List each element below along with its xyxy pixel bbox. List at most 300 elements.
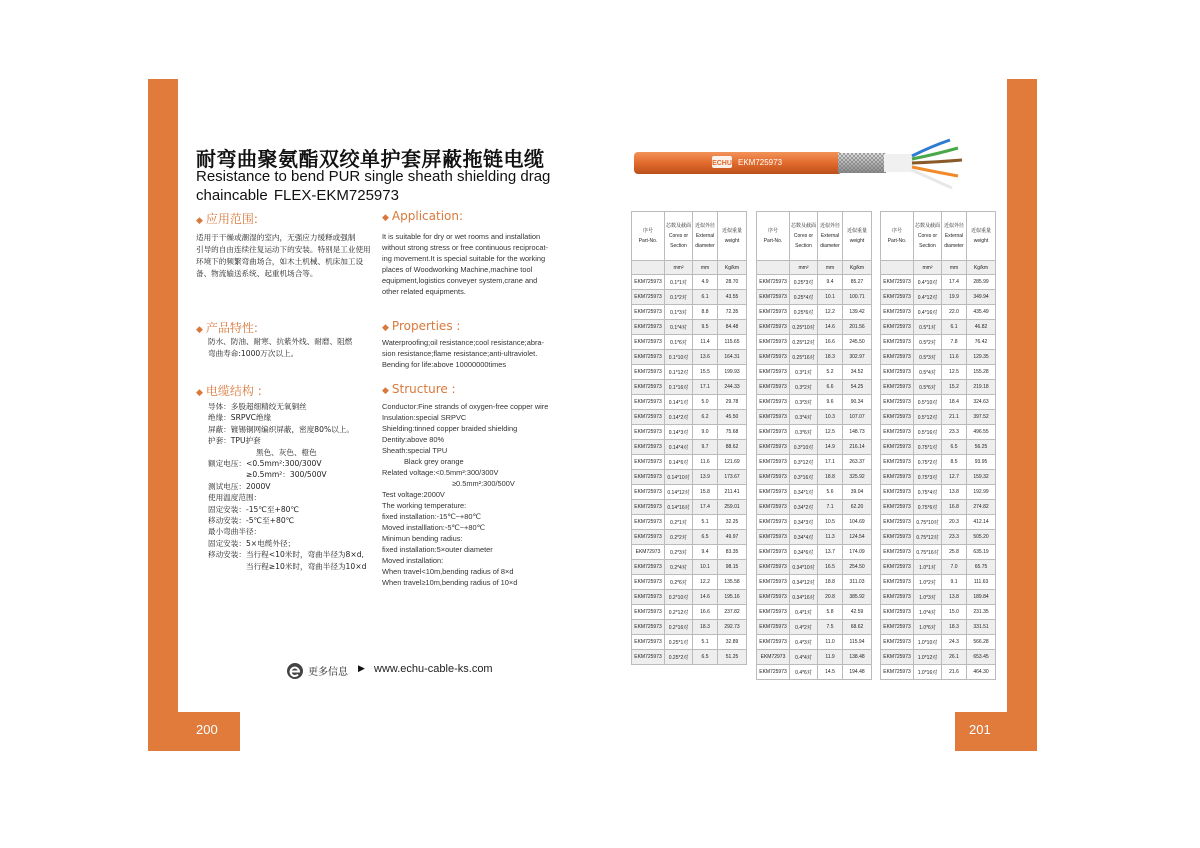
unit-cell: mm² — [914, 261, 942, 275]
table-cell: EKM725973 — [632, 590, 665, 605]
unit-cell: mm² — [790, 261, 818, 275]
table-cell: 18.4 — [942, 395, 967, 410]
table-cell: EKM725973 — [632, 605, 665, 620]
table-cell: 0.1*16对 — [665, 380, 693, 395]
table-cell: 274.82 — [967, 500, 996, 515]
table-cell: 85.27 — [843, 275, 872, 290]
table-cell: EKM725973 — [757, 530, 790, 545]
table-cell: EKM725973 — [632, 290, 665, 305]
table-cell: 5.1 — [693, 635, 718, 650]
table-row — [881, 635, 996, 650]
table-row — [632, 365, 747, 380]
table-cell: 6.5 — [942, 440, 967, 455]
table-cell: 6.1 — [942, 320, 967, 335]
table-cell: 0.25*2对 — [665, 650, 693, 665]
header-text: 近似重量 — [722, 228, 743, 234]
text-line: Minimun bending radius: — [382, 534, 463, 543]
text-line: Shielding:tinned copper braided shielding — [382, 424, 518, 433]
table-cell: 90.34 — [843, 395, 872, 410]
text-line: 导体：多股超细精绞无氧铜丝 — [208, 402, 307, 411]
table-cell: 324.63 — [967, 395, 996, 410]
table-cell: 0.14*10对 — [665, 470, 693, 485]
table-cell: EKM725973 — [757, 455, 790, 470]
table-cell: 566.28 — [967, 635, 996, 650]
diamond-bullet-icon: ◆ — [196, 216, 203, 226]
table-cell: EKM725973 — [881, 320, 914, 335]
table-cell: 14.6 — [818, 320, 843, 335]
table-cell: EKM725973 — [881, 380, 914, 395]
table-cell: 18.3 — [818, 350, 843, 365]
table-cell: EKM725973 — [757, 425, 790, 440]
table-cell: 0.3*10对 — [790, 440, 818, 455]
table-cell: EKM725973 — [757, 560, 790, 575]
table-row — [632, 515, 747, 530]
table-row — [881, 335, 996, 350]
unit-cell: Kg/km — [718, 261, 747, 275]
table-cell: 8.8 — [693, 305, 718, 320]
table-cell: EKM725973 — [632, 380, 665, 395]
table-cell: 0.75*1对 — [914, 440, 942, 455]
table-cell: 0.5*2对 — [914, 335, 942, 350]
table-row — [632, 620, 747, 635]
table-cell: EKM725973 — [632, 560, 665, 575]
table-cell: 51.25 — [718, 650, 747, 665]
table-cell: 138.48 — [843, 650, 872, 665]
table-cell: 0.14*3对 — [665, 425, 693, 440]
table-cell: 0.4*1对 — [790, 605, 818, 620]
table-cell: EKM725973 — [881, 560, 914, 575]
table-row — [757, 650, 872, 665]
table-cell: EKM725973 — [757, 605, 790, 620]
table-row — [632, 545, 747, 560]
website-link[interactable]: www.echu-cable-ks.com — [374, 663, 493, 675]
header-cell — [790, 212, 818, 261]
table-cell: EKM72973 — [757, 650, 790, 665]
unit-cell: Kg/km — [843, 261, 872, 275]
text-line: 绝缘：SRPVC绝缘 — [208, 413, 272, 423]
table-row — [757, 290, 872, 305]
table-row — [757, 395, 872, 410]
table-cell: 10.5 — [818, 515, 843, 530]
table-cell: 0.2*2对 — [665, 530, 693, 545]
table-cell: EKM725973 — [632, 350, 665, 365]
table-row — [757, 485, 872, 500]
table-row — [757, 305, 872, 320]
header-text: weight — [849, 238, 865, 244]
table-row — [632, 395, 747, 410]
table-cell: EKM725973 — [757, 335, 790, 350]
table-cell: EKM725973 — [757, 665, 790, 680]
table-cell: 6.2 — [693, 410, 718, 425]
text-line: 弯曲寿命:1000万次以上。 — [208, 349, 299, 358]
header-text: Cores or — [793, 233, 814, 239]
header-text: 序号 — [891, 228, 902, 234]
table-cell: 23.3 — [942, 530, 967, 545]
table-cell: 16.6 — [693, 605, 718, 620]
table-cell: 1.0*2对 — [914, 575, 942, 590]
cable-brand-label: ECHU — [712, 160, 732, 167]
table-row — [881, 455, 996, 470]
text-line: 当行程≥10米时，弯曲半径为10×d — [246, 561, 367, 571]
table-row — [881, 425, 996, 440]
table-cell: 0.4*6对 — [790, 665, 818, 680]
table-row — [632, 320, 747, 335]
table-cell: 412.14 — [967, 515, 996, 530]
table-row — [881, 665, 996, 680]
table-row — [632, 305, 747, 320]
table-cell: EKM725973 — [881, 545, 914, 560]
text-line: 移动安装：-5℃至+80℃ — [208, 516, 295, 526]
table-cell: EKM725973 — [632, 320, 665, 335]
table-cell: 34.52 — [843, 365, 872, 380]
text-line: without strong stress or free continuous reciprocat- — [382, 243, 548, 252]
table-cell: 72.35 — [718, 305, 747, 320]
table-cell: EKM725973 — [881, 500, 914, 515]
text-line: 测试电压：2000V — [208, 481, 271, 491]
table-row — [757, 380, 872, 395]
table-row — [757, 365, 872, 380]
table-cell: 1.0*16对 — [914, 665, 942, 680]
table-row — [757, 500, 872, 515]
table-row — [757, 605, 872, 620]
table-cell: 32.25 — [718, 515, 747, 530]
table-cell: 13.9 — [693, 470, 718, 485]
table-cell: 20.3 — [942, 515, 967, 530]
table-cell: 0.34*12对 — [790, 575, 818, 590]
table-cell: 231.35 — [967, 605, 996, 620]
table-cell: EKM725973 — [881, 575, 914, 590]
table-cell: 1.0*3对 — [914, 590, 942, 605]
table-cell: 7.1 — [818, 500, 843, 515]
table-cell: 0.1*2对 — [665, 290, 693, 305]
table-cell: 385.92 — [843, 590, 872, 605]
table-row — [632, 470, 747, 485]
table-cell: 0.25*6对 — [790, 305, 818, 320]
table-cell: 0.3*1对 — [790, 365, 818, 380]
text-line: Moved installlation:-5℃~+80℃ — [382, 523, 485, 532]
header-text: 近似外径 — [820, 223, 841, 229]
table-row — [757, 560, 872, 575]
table-cell: 6.5 — [693, 650, 718, 665]
structure-heading-en: ◆ Structure : — [382, 382, 456, 396]
header-text: 芯数及截面 — [791, 223, 817, 229]
table-cell: EKM725973 — [632, 530, 665, 545]
table-cell: 0.1*3对 — [665, 305, 693, 320]
table-cell: 0.34*2对 — [790, 500, 818, 515]
diamond-bullet-icon: ◆ — [382, 213, 389, 223]
table-cell: 237.82 — [718, 605, 747, 620]
table-row — [757, 530, 872, 545]
table-cell: 0.2*3对 — [665, 545, 693, 560]
table-cell: EKM725973 — [632, 650, 665, 665]
text-line: 备、物流输送系统、起重机场合等。 — [196, 269, 318, 278]
table-row — [881, 320, 996, 335]
header-text: External — [695, 233, 715, 239]
table-cell: 9.4 — [818, 275, 843, 290]
table-cell: 0.14*4对 — [665, 440, 693, 455]
left-page-number-tab — [148, 712, 240, 751]
table-cell: 174.09 — [843, 545, 872, 560]
header-text: Cores or — [668, 233, 689, 239]
header-text: Cores or — [917, 233, 938, 239]
part-table-3 — [880, 211, 996, 680]
text-line: 固定安装：5×电缆外径； — [208, 538, 296, 548]
table-row — [881, 275, 996, 290]
table-row — [632, 350, 747, 365]
table-cell: 12.5 — [942, 365, 967, 380]
table-cell: 0.25*12对 — [790, 335, 818, 350]
header-cell — [881, 212, 914, 261]
table-row — [632, 590, 747, 605]
table-cell: 45.50 — [718, 410, 747, 425]
table-cell: EKM725973 — [632, 275, 665, 290]
text-line: Black grey orange — [404, 457, 464, 466]
table-cell: EKM725973 — [881, 455, 914, 470]
table-row — [632, 440, 747, 455]
table-row — [757, 320, 872, 335]
header-text: Part-No. — [763, 238, 783, 244]
table-row — [632, 455, 747, 470]
table-row — [757, 350, 872, 365]
table-cell: 0.25*16对 — [790, 350, 818, 365]
table-cell: 32.89 — [718, 635, 747, 650]
table-cell: 115.94 — [843, 635, 872, 650]
table-row — [632, 635, 747, 650]
table-cell: 11.4 — [693, 335, 718, 350]
table-row — [757, 275, 872, 290]
table-cell: 56.25 — [967, 440, 996, 455]
text-line: Related voltage:<0.5mm²:300/300V — [382, 468, 499, 477]
table-cell: 0.34*16对 — [790, 590, 818, 605]
table-cell: 9.4 — [693, 545, 718, 560]
table-cell: 0.25*10对 — [790, 320, 818, 335]
table-row — [881, 620, 996, 635]
header-text: 近似重量 — [847, 228, 868, 234]
table-cell: EKM725973 — [632, 440, 665, 455]
table-cell: 173.67 — [718, 470, 747, 485]
table-cell: 24.3 — [942, 635, 967, 650]
text-line: 使用温度范围： — [208, 493, 262, 503]
table-cell: 0.4*16对 — [914, 305, 942, 320]
table-cell: 0.5*3对 — [914, 350, 942, 365]
header-text: Section — [795, 243, 812, 249]
text-line: 护套：TPU护套 — [208, 436, 261, 446]
table-cell: 124.54 — [843, 530, 872, 545]
diamond-bullet-icon: ◆ — [196, 325, 203, 335]
table-cell: EKM72973 — [632, 545, 665, 560]
table-cell: 14.6 — [693, 590, 718, 605]
table-cell: 0.5*10对 — [914, 395, 942, 410]
header-cell — [757, 212, 790, 261]
table-cell: EKM725973 — [881, 410, 914, 425]
play-arrow-icon: ▶ — [358, 664, 365, 674]
table-cell: 6.6 — [818, 380, 843, 395]
text-line: Waterproofing;oil resistance;cool resistance;abra- — [382, 338, 544, 347]
page-number-left: 200 — [196, 722, 218, 737]
table-cell: EKM725973 — [757, 575, 790, 590]
text-line: Conductor:Fine strands of oxygen-free copper wire — [382, 402, 549, 411]
table-cell: 65.75 — [967, 560, 996, 575]
table-cell: 496.55 — [967, 425, 996, 440]
table-cell: 18.8 — [818, 470, 843, 485]
table-cell: 139.42 — [843, 305, 872, 320]
text-line: fixed installation:5×outer diameter — [382, 545, 493, 554]
table-row — [757, 335, 872, 350]
part-table-1 — [631, 211, 747, 665]
table-unit-row — [881, 261, 996, 275]
table-row — [757, 470, 872, 485]
header-text: 近似重量 — [971, 228, 992, 234]
table-cell: 83.35 — [718, 545, 747, 560]
table-row — [757, 440, 872, 455]
text-line: 引导的自由连续往复运动下的安装。特别是工业使用 — [196, 245, 371, 254]
table-cell: 244.33 — [718, 380, 747, 395]
table-cell: EKM725973 — [632, 335, 665, 350]
table-cell: 216.14 — [843, 440, 872, 455]
table-cell: EKM725973 — [881, 485, 914, 500]
table-cell: 68.62 — [843, 620, 872, 635]
table-cell: 15.0 — [942, 605, 967, 620]
table-cell: 0.4*2对 — [790, 620, 818, 635]
table-cell: EKM725973 — [881, 665, 914, 680]
text-line: Moved installation: — [382, 556, 444, 565]
application-heading-en: ◆ Application: — [382, 209, 464, 223]
header-text: 近似外径 — [944, 223, 965, 229]
table-cell: EKM725973 — [757, 410, 790, 425]
table-cell: 9.6 — [818, 395, 843, 410]
table-cell: EKM725973 — [632, 365, 665, 380]
table-cell: 0.14*2对 — [665, 410, 693, 425]
part-table-2 — [756, 211, 872, 680]
table-header-row — [881, 212, 996, 261]
table-row — [757, 665, 872, 680]
table-cell: EKM725973 — [757, 470, 790, 485]
table-cell: EKM725973 — [757, 545, 790, 560]
table-cell: 331.51 — [967, 620, 996, 635]
table-cell: 16.5 — [818, 560, 843, 575]
table-cell: 6.5 — [693, 530, 718, 545]
text-line: 环境下的频繁弯曲场合，如木土机械、机床加工设 — [196, 257, 364, 266]
table-cell: EKM725973 — [881, 590, 914, 605]
table-cell: 0.5*16对 — [914, 425, 942, 440]
table-cell: 15.5 — [693, 365, 718, 380]
table-cell: 93.95 — [967, 455, 996, 470]
table-cell: EKM725973 — [881, 530, 914, 545]
table-cell: EKM725973 — [881, 650, 914, 665]
table-cell: 49.97 — [718, 530, 747, 545]
table-cell: 43.55 — [718, 290, 747, 305]
table-cell: 195.16 — [718, 590, 747, 605]
structure-text-cn — [186, 401, 366, 572]
table-cell: 219.18 — [967, 380, 996, 395]
table-cell: 0.34*4对 — [790, 530, 818, 545]
header-text: Section — [670, 243, 687, 249]
table-cell: EKM725973 — [632, 455, 665, 470]
table-row — [632, 335, 747, 350]
unit-cell — [881, 261, 914, 275]
table-cell: 302.97 — [843, 350, 872, 365]
table-cell: 5.2 — [818, 365, 843, 380]
text-line: Bending for life:above 10000000times — [382, 360, 507, 369]
text-line: The working temperature: — [382, 501, 467, 510]
table-cell: 155.28 — [967, 365, 996, 380]
table-row — [632, 380, 747, 395]
table-cell: 285.99 — [967, 275, 996, 290]
table-cell: 18.3 — [942, 620, 967, 635]
table-cell: EKM725973 — [881, 275, 914, 290]
table-row — [757, 620, 872, 635]
table-row — [881, 380, 996, 395]
table-cell: 0.34*3对 — [790, 515, 818, 530]
text-line: places of Woodworking Machine,machine tool — [382, 265, 533, 274]
table-row — [632, 485, 747, 500]
table-cell: 9.5 — [693, 320, 718, 335]
table-cell: 10.1 — [693, 560, 718, 575]
table-cell: 9.7 — [693, 440, 718, 455]
table-cell: 9.0 — [693, 425, 718, 440]
table-row — [632, 530, 747, 545]
table-cell: 9.1 — [942, 575, 967, 590]
table-row — [881, 365, 996, 380]
table-row — [881, 500, 996, 515]
table-cell: EKM725973 — [757, 380, 790, 395]
table-cell: EKM725973 — [632, 425, 665, 440]
table-cell: 6.1 — [693, 290, 718, 305]
properties-heading-en: ◆ Properties : — [382, 319, 461, 333]
table-cell: 26.1 — [942, 650, 967, 665]
table-cell: 1.0*6对 — [914, 620, 942, 635]
table-cell: 0.2*16对 — [665, 620, 693, 635]
table-cell: 17.4 — [693, 500, 718, 515]
table-header-row — [632, 212, 747, 261]
text-line: sion resistance;flame resistance;anti-ultraviolet. — [382, 349, 538, 358]
table-cell: 505.20 — [967, 530, 996, 545]
table-cell: 653.45 — [967, 650, 996, 665]
table-row — [881, 395, 996, 410]
table-cell: EKM725973 — [757, 305, 790, 320]
header-text: weight — [973, 238, 989, 244]
header-text: 芯数及截面 — [666, 223, 692, 229]
table-cell: 16.8 — [942, 500, 967, 515]
header-text: diameter — [820, 243, 840, 249]
table-cell: 0.75*4对 — [914, 485, 942, 500]
table-row — [881, 650, 996, 665]
table-cell: 0.2*4对 — [665, 560, 693, 575]
table-cell: 245.50 — [843, 335, 872, 350]
table-cell: EKM725973 — [757, 275, 790, 290]
table-cell: 14.5 — [818, 665, 843, 680]
application-heading-cn: ◆ 应用范围: — [196, 212, 258, 226]
table-cell: 0.4*12对 — [914, 290, 942, 305]
table-cell: EKM725973 — [632, 500, 665, 515]
properties-text-en — [382, 337, 544, 370]
table-cell: 0.2*12对 — [665, 605, 693, 620]
table-cell: 88.62 — [718, 440, 747, 455]
header-text: diameter — [695, 243, 715, 249]
table-cell: 11.6 — [942, 350, 967, 365]
table-cell: 0.4*10对 — [914, 275, 942, 290]
table-cell: 13.7 — [818, 545, 843, 560]
table-cell: 1.0*4对 — [914, 605, 942, 620]
table-row — [757, 635, 872, 650]
table-cell: 192.99 — [967, 485, 996, 500]
table-unit-row — [757, 261, 872, 275]
table-row — [632, 410, 747, 425]
table-cell: 0.14*6对 — [665, 455, 693, 470]
table-cell: EKM725973 — [881, 425, 914, 440]
table-cell: 0.75*10对 — [914, 515, 942, 530]
table-cell: 1.0*12对 — [914, 650, 942, 665]
